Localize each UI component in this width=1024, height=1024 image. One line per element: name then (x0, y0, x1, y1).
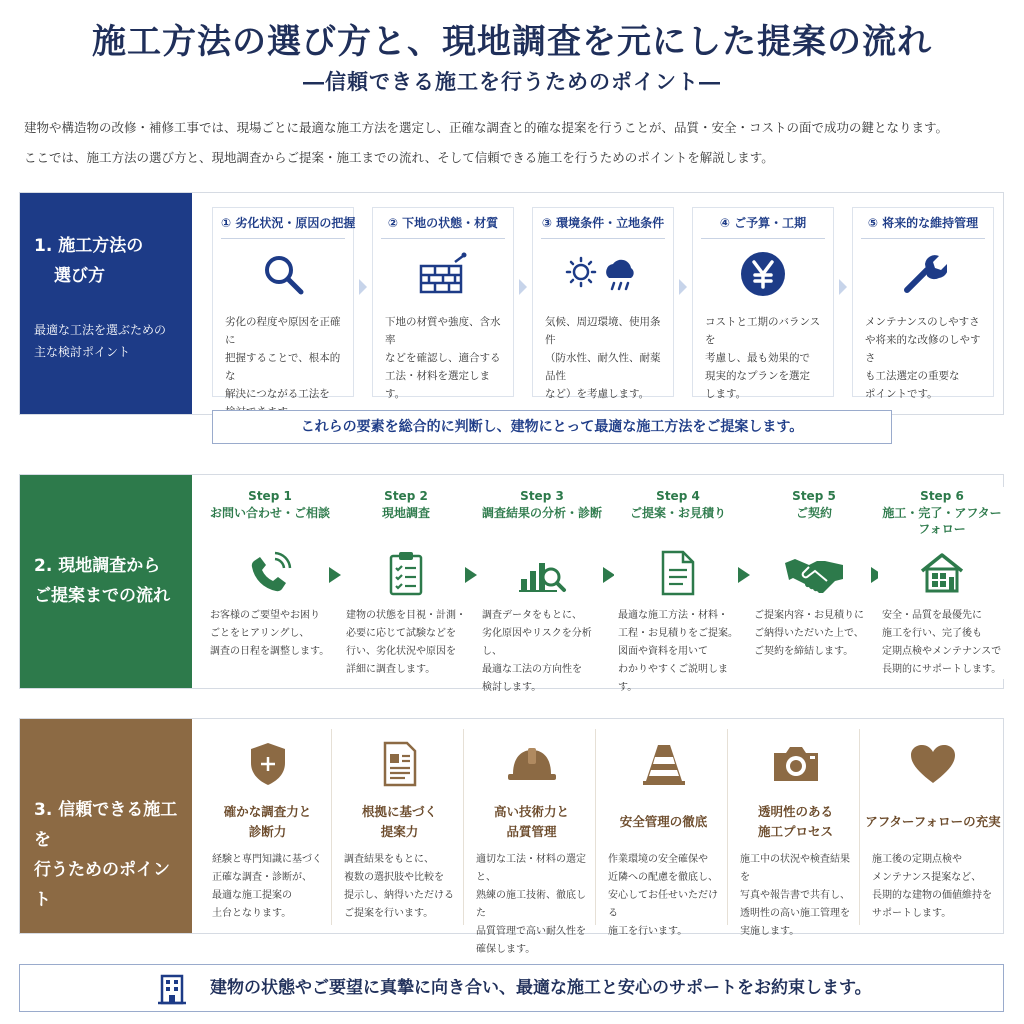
section1-heading-line-1: 1. 施工方法の (34, 236, 144, 256)
desc-line: 施工後の定期点検や (872, 854, 962, 865)
weather-icon (533, 239, 673, 309)
desc-line: 経験と専門知識に基づく (212, 854, 322, 865)
step-name (206, 505, 334, 541)
building-icon (156, 973, 188, 1009)
footer-banner (19, 964, 1004, 1012)
desc-line: 透明性の高い施工管理を (740, 908, 850, 919)
arrow-right-icon (329, 567, 341, 583)
document-icon (614, 541, 742, 605)
point-card-4 (600, 729, 728, 937)
search-icon (213, 239, 353, 309)
desc-line: 下地の材質や強度、含水率 (385, 316, 501, 346)
desc-line: 品質管理で高い耐久性を (476, 926, 586, 937)
point-card-1 (204, 729, 332, 925)
step-card-1 (206, 487, 334, 679)
desc-line: 施工を行います。 (608, 926, 688, 937)
point-desc (600, 849, 727, 943)
section2-label (20, 475, 192, 688)
desc-line: ポイントです。 (865, 388, 938, 400)
point-title (864, 795, 1002, 849)
desc-line: 最適な施工提案の (212, 890, 292, 901)
method-card-title: ② 下地の状態・材質 (381, 208, 505, 239)
wrench-icon (853, 239, 993, 309)
desc-line: 解決につながる工法を (225, 388, 330, 400)
desc-line: 作業環境の安全確保や (608, 854, 708, 865)
desc-line: ご契約を締結します。 (754, 646, 854, 657)
desc-line: 現実的なプランを選定 (705, 370, 810, 382)
point-desc (864, 849, 1002, 925)
desc-line: 写真や報告書で共有し、 (740, 890, 850, 901)
point-title-line: アフターフォローの充実 (865, 814, 1001, 829)
point-card-6 (864, 729, 1002, 925)
point-desc (468, 849, 595, 961)
desc-line: 調査の日程を調整します。 (210, 646, 330, 657)
handshake-icon (750, 541, 878, 605)
point-title (468, 795, 595, 849)
step-card-5 (750, 487, 878, 679)
desc-line: 正確な調査・診断が、 (212, 872, 312, 883)
desc-line: 長期的な建物の価値維持を (872, 890, 992, 901)
step-number: Step 4 (656, 489, 700, 503)
shield-icon (204, 733, 331, 795)
step-number: Step 1 (248, 489, 292, 503)
desc-line: 詳細に調査します。 (346, 664, 436, 675)
heart-icon (864, 733, 1002, 795)
desc-line: 安全・品質を最優先に (882, 610, 982, 621)
point-title (600, 795, 727, 849)
section2-heading-line-1: 2. 現地調査から (34, 556, 161, 576)
intro-text-line-1: 建物や構造物の改修・補修工事では、現場ごとに最適な施工方法を選定し、正確な調査と的確な提案を行うことが、品質・安全・コストの面で成功の鍵となります。 (24, 120, 949, 135)
step-desc (206, 605, 334, 663)
point-desc (732, 849, 859, 943)
desc-line: 複数の選択肢や比較を (344, 872, 444, 883)
method-card-desc (533, 309, 673, 407)
section3-heading-line-2: 行うためのポイント (34, 860, 170, 910)
point-title-line: 安全管理の徹底 (619, 814, 708, 829)
step-desc (750, 605, 878, 663)
report-icon (336, 733, 463, 795)
section1-subheading (34, 319, 178, 363)
clipboard-icon (342, 541, 470, 605)
method-card-4 (692, 207, 834, 400)
step-name (478, 505, 606, 541)
desc-line: 熟練の施工技術、徹底した (476, 890, 586, 919)
section3-heading-line-1: 3. 信頼できる施工を (34, 800, 178, 850)
section-reliable-points (19, 718, 1004, 955)
step-name (342, 505, 470, 541)
point-title-line: 根拠に基づく (361, 804, 437, 819)
step-desc (342, 605, 470, 681)
desc-line: 長期的にサポートします。 (882, 664, 1002, 675)
desc-line: 検討します。 (482, 682, 542, 693)
desc-line: サポートします。 (872, 908, 952, 919)
desc-line: 施工中の状況や検査結果を (740, 854, 850, 883)
desc-line: 気候、周辺環境、使用条件 (545, 316, 661, 346)
helmet-icon (468, 733, 595, 795)
desc-line: 提示し、納得いただける (344, 890, 454, 901)
section-construction-method (19, 192, 1004, 415)
section1-sub-line-2: 主な検討ポイント (34, 345, 131, 359)
desc-line: 確保します。 (476, 944, 536, 955)
method-card-1 (212, 207, 356, 400)
step-card-6 (878, 487, 1006, 679)
point-desc (336, 849, 463, 925)
point-title-line: 提案力 (380, 824, 419, 839)
arrow-right-icon (359, 279, 367, 295)
point-card-2 (336, 729, 464, 925)
point-card-5 (732, 729, 860, 937)
point-title-line: 施工プロセス (757, 824, 833, 839)
step-name (614, 505, 742, 541)
step-name-line: ご提案・お見積り (629, 506, 726, 520)
point-card-3 (468, 729, 596, 955)
desc-line: 行い、劣化状況や原因を (346, 646, 456, 657)
step-name-line: 施工・完了・アフター (882, 506, 1002, 520)
desc-line: 定期点検やメンテナンスで (882, 646, 1002, 657)
desc-line: 調査データをもとに、 (482, 610, 582, 621)
brick-wall-icon (373, 239, 513, 309)
desc-line: します。 (705, 388, 747, 400)
method-card-desc (373, 309, 513, 407)
section1-sub-line-1: 最適な工法を選ぶための (34, 323, 167, 337)
phone-icon (206, 541, 334, 605)
step-number: Step 5 (792, 489, 836, 503)
desc-line: も工法選定の重要な (865, 370, 960, 382)
point-title (732, 795, 859, 849)
desc-line: 最適な施工方法・材料・ (618, 610, 728, 621)
method-card-title: ④ ご予算・工期 (701, 208, 825, 239)
desc-line: 施工を行い、完了後も (882, 628, 982, 639)
step-name (878, 505, 1006, 541)
desc-line: などを確認し、適合する (385, 352, 501, 364)
desc-line: 適切な工法・材料の選定と、 (476, 854, 586, 883)
desc-line: 土台となります。 (212, 908, 292, 919)
point-title-line: 診断力 (248, 824, 287, 839)
method-card-desc (693, 309, 833, 407)
method-card-title: ⑤ 将来的な維持管理 (861, 208, 985, 239)
desc-line: 劣化の程度や原因を正確に (225, 316, 341, 346)
desc-line: 工法・材料を選定します。 (385, 370, 490, 400)
step-name-line: 調査結果の分析・診断 (481, 506, 602, 520)
arrow-right-icon (519, 279, 527, 295)
step-number: Step 2 (384, 489, 428, 503)
intro-text-line-2: ここでは、施工方法の選び方と、現地調査からご提案・施工までの流れ、そして信頼できる施工を行うためのポイントを解説します。 (24, 150, 774, 165)
desc-line: メンテナンスのしやすさ (865, 316, 980, 328)
desc-line: 近隣への配慮を徹底し、 (608, 872, 718, 883)
page-title: 施工方法の選び方と、現地調査を元にした提案の流れ (92, 22, 932, 62)
house-icon (878, 541, 1006, 605)
step-name-line: お問い合わせ・ご相談 (209, 506, 330, 520)
desc-line: 考慮し、最も効果的で (705, 352, 810, 364)
desc-line: ご納得いただいた上で、 (754, 628, 864, 639)
method-card-title: ③ 環境条件・立地条件 (541, 208, 665, 239)
desc-line: ごとをヒアリングし、 (210, 628, 310, 639)
section-survey-flow (19, 474, 1004, 693)
step-desc (614, 605, 742, 699)
desc-line: 把握することで、根本的な (225, 352, 341, 382)
camera-icon (732, 733, 859, 795)
yen-icon (693, 239, 833, 309)
arrow-right-icon (679, 279, 687, 295)
point-title-line: 品質管理 (506, 824, 557, 839)
desc-line: など）を考慮します。 (545, 388, 650, 400)
desc-line: 建物の状態を目視・計測・ (346, 610, 466, 621)
point-title (336, 795, 463, 849)
analysis-icon (478, 541, 606, 605)
desc-line: お客様のご要望やお困り (210, 610, 320, 621)
arrow-right-icon (465, 567, 477, 583)
step-name (750, 505, 878, 541)
desc-line: や将来的な改修のしやすさ (865, 334, 981, 364)
desc-line: 安心してお任せいただける (608, 890, 718, 919)
desc-line: メンテナンス提案など、 (872, 872, 982, 883)
desc-line: 必要に応じて試験などを (346, 628, 456, 639)
cone-icon (600, 733, 727, 795)
desc-line: わかりやすくご説明します。 (618, 664, 728, 693)
desc-line: ご提案を行います。 (344, 908, 434, 919)
step-card-4 (614, 487, 742, 693)
step-name-line: 現地調査 (381, 506, 430, 520)
desc-line: （防水性、耐久性、耐薬品性 (545, 352, 661, 382)
section1-label (20, 193, 192, 414)
desc-line: ご提案内容・お見積りに (754, 610, 864, 621)
point-desc (204, 849, 331, 925)
method-card-desc (213, 309, 353, 425)
step-number: Step 6 (920, 489, 964, 503)
step-desc (478, 605, 606, 699)
method-card-title: ① 劣化状況・原因の把握 (221, 208, 345, 239)
desc-line: 最適な工法の方向性を (482, 664, 582, 675)
step-number: Step 3 (520, 489, 564, 503)
method-card-2 (372, 207, 514, 400)
arrow-right-icon (738, 567, 750, 583)
section1-heading-line-2: 選び方 (54, 266, 105, 286)
page-subtitle: ―信頼できる施工を行うためのポイント― (303, 69, 721, 94)
desc-line: 実施します。 (740, 926, 800, 937)
section2-heading-line-2: ご提案までの流れ (34, 586, 170, 606)
point-title (204, 795, 331, 849)
step-name-line: ご契約 (795, 506, 832, 520)
section3-label (20, 719, 192, 933)
desc-line: 図面や資料を用いて (618, 646, 708, 657)
step-desc (878, 605, 1006, 681)
point-title-line: 透明性のある (757, 804, 833, 819)
step-card-2 (342, 487, 470, 679)
section1-summary: これらの要素を総合的に判断し、建物にとって最適な施工方法をご提案します。 (212, 410, 892, 444)
footer-message: 建物の状態やご要望に真摯に向き合い、最適な施工と安心のサポートをお約束します。 (210, 978, 872, 998)
method-card-desc (853, 309, 993, 407)
desc-line: コストと工期のバランスを (705, 316, 821, 346)
desc-line: 工程・お見積りをご提案。 (618, 628, 738, 639)
point-title-line: 確かな調査力と (223, 804, 312, 819)
method-card-5 (852, 207, 994, 400)
desc-line: 劣化原因やリスクを分析し、 (482, 628, 592, 657)
desc-line: 調査結果をもとに、 (344, 854, 434, 865)
step-card-3 (478, 487, 606, 693)
arrow-right-icon (839, 279, 847, 295)
step-name-line: フォロー (918, 522, 966, 536)
method-card-3 (532, 207, 674, 400)
point-title-line: 高い技術力と (493, 804, 569, 819)
